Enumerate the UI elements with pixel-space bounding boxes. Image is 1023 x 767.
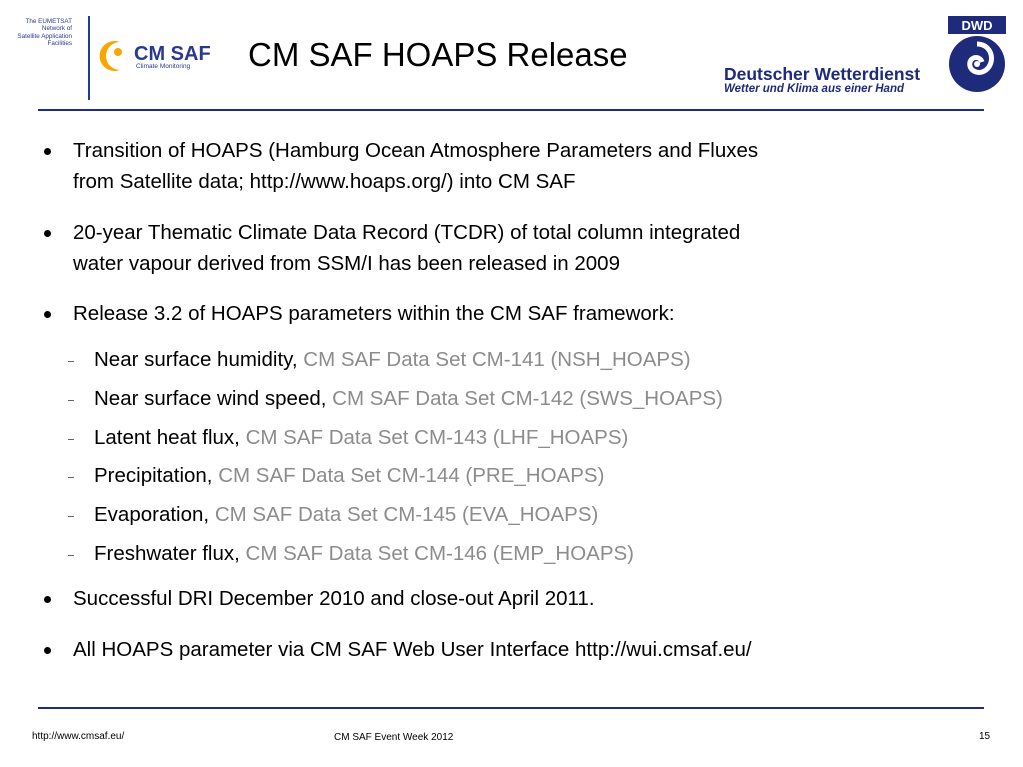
bullet-text: All HOAPS parameter via CM SAF Web User Interface http://wui.cmsaf.eu/ <box>73 638 752 661</box>
footer-url[interactable]: http://www.cmsaf.eu/ <box>32 731 125 742</box>
logo-divider <box>88 16 90 100</box>
bullet-text: Release 3.2 of HOAPS parameters within the CM SAF framework: <box>73 302 675 325</box>
sub-item-label: Precipitation, <box>94 464 219 487</box>
footer-divider <box>38 707 984 709</box>
dash-icon <box>68 516 74 517</box>
dash-icon <box>68 555 74 556</box>
footer-event: CM SAF Event Week 2012 <box>334 732 454 743</box>
sub-item-label: Near surface wind speed, <box>94 387 333 410</box>
bullet-dot-icon <box>44 647 51 654</box>
page-number: 15 <box>979 731 991 742</box>
bullet-dot-icon <box>44 148 51 155</box>
sub-item-label: Near surface humidity, <box>94 348 304 371</box>
dataset-id: CM SAF Data Set CM-144 (PRE_HOAPS) <box>218 464 605 487</box>
dash-icon <box>68 400 74 401</box>
dataset-id: CM SAF Data Set CM-145 (EVA_HOAPS) <box>214 503 599 526</box>
slide-title: CM SAF HOAPS Release <box>248 36 628 73</box>
dash-icon <box>68 439 74 440</box>
bullet-text: Successful DRI December 2010 and close-out April 2011. <box>73 587 595 610</box>
dataset-id: CM SAF Data Set CM-142 (SWS_HOAPS) <box>332 387 723 410</box>
bullet-text: water vapour derived from SSM/I has been released in 2009 <box>73 252 620 275</box>
bullet-text: from Satellite data; http://www.hoaps.org/) into CM SAF <box>73 170 576 193</box>
sub-item-label: Freshwater flux, <box>94 542 246 565</box>
dataset-id: CM SAF Data Set CM-146 (EMP_HOAPS) <box>245 542 634 565</box>
cmsaf-swirl-icon <box>100 41 120 71</box>
cmsaf-logo-subtitle: Climate Monitoring <box>136 63 191 70</box>
bullet-dot-icon <box>44 596 51 603</box>
eumetsat-network-label: The EUMETSAT Network of Satellite Application Facilities <box>17 18 72 48</box>
dwd-badge-text: DWD <box>961 18 993 33</box>
bullet-dot-icon <box>44 311 51 318</box>
bullet-text: Transition of HOAPS (Hamburg Ocean Atmosphere Parameters and Fluxes <box>73 139 759 162</box>
dash-icon <box>68 361 74 362</box>
dwd-slogan: Wetter und Klima aus einer Hand <box>724 83 904 95</box>
sub-item-label: Latent heat flux, <box>94 426 246 449</box>
dataset-id: CM SAF Data Set CM-141 (NSH_HOAPS) <box>303 348 691 371</box>
dwd-name: Deutscher Wetterdienst <box>724 64 921 84</box>
cmsaf-logo <box>98 36 228 76</box>
dataset-id: CM SAF Data Set CM-143 (LHF_HOAPS) <box>245 426 629 449</box>
dash-icon <box>68 477 74 478</box>
bullet-text: 20-year Thematic Climate Data Record (TCDR) of total column integrated <box>73 221 741 244</box>
header-divider <box>38 109 984 111</box>
bullet-dot-icon <box>44 230 51 237</box>
sub-item-label: Evaporation, <box>94 503 215 526</box>
dwd-logo <box>944 14 1010 98</box>
cmsaf-logo-text: CM SAF <box>134 43 211 65</box>
